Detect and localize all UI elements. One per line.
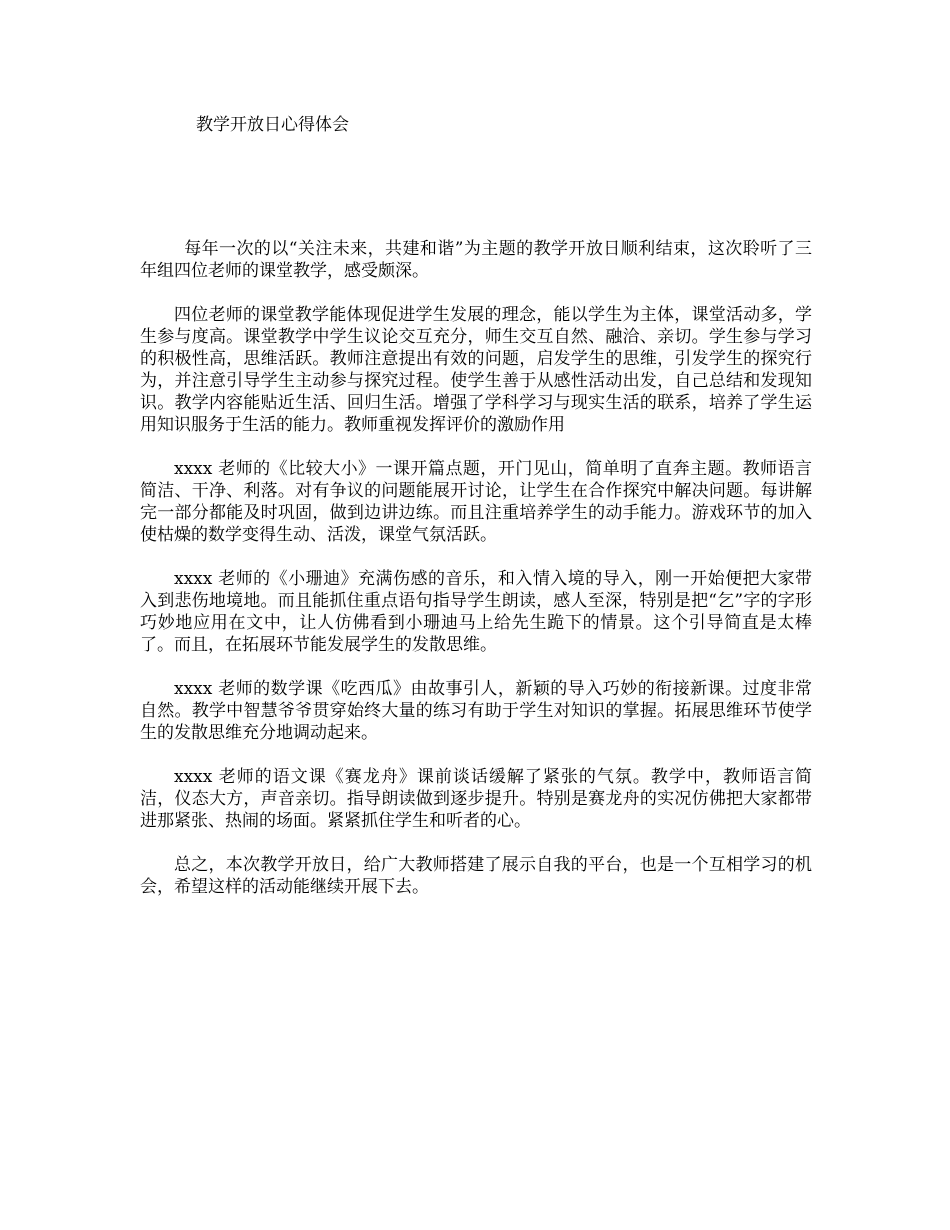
- paragraph-intro: 每年一次的以“关注未来，共建和谐”为主题的教学开放日顺利结束，这次聆听了三年组四位老师的课堂教学，感受颇深。: [140, 239, 812, 281]
- document-title: 教学开放日心得体会: [196, 115, 349, 135]
- document-body: [140, 238, 812, 920]
- paragraph-lesson-little-sandy: xxxx 老师的《小珊迪》充满伤感的音乐，和入情入境的导入，刚一开始便把大家带入到悲伤地境地。而且能抓住重点语句指导学生朗读，感人至深，特别是把“乞”字的字形巧妙地应用在文中，让人仿佛看到小珊迪马上给先生跪下的情景。这个引导简直是太棒了。而且，在拓展环节能发展学生的发散思维。: [140, 569, 812, 655]
- paragraph-lesson-dragon-boat: xxxx 老师的语文课《赛龙舟》课前谈话缓解了紧张的气氛。教学中，教师语言简洁，仪态大方，声音亲切。指导朗读做到逐步提升。特别是赛龙舟的实况仿佛把大家都带进那紧张、热闹的场面。紧紧抓住学生和听者的心。: [140, 767, 812, 831]
- paragraph-conclusion: 总之，本次教学开放日，给广大教师搭建了展示自我的平台，也是一个互相学习的机会，希望这样的活动能继续开展下去。: [140, 855, 812, 897]
- paragraph-lesson-eating-watermelon: xxxx 老师的数学课《吃西瓜》由故事引人，新颖的导入巧妙的衔接新课。过度非常自然。教学中智慧爷爷贯穿始终大量的练习有助于学生对知识的掌握。拓展思维环节使学生的发散思维充分地调动起来。: [140, 679, 812, 743]
- paragraph-lesson-compare-size: xxxx 老师的《比较大小》一课开篇点题，开门见山，简单明了直奔主题。教师语言简洁、干净、利落。对有争议的问题能展开讨论，让学生在合作探究中解决问题。每讲解完一部分都能及时巩固，做到边讲边练。而且注重培养学生的动手能力。游戏环节的加入使枯燥的数学变得生动、活泼，课堂气氛活跃。: [140, 459, 812, 545]
- paragraph-overview: 四位老师的课堂教学能体现促进学生发展的理念，能以学生为主体，课堂活动多，学生参与度高。课堂教学中学生议论交互充分，师生交互自然、融洽、亲切。学生参与学习的积极性高，思维活跃。教师注意提出有效的问题，启发学生的思维，引发学生的探究行为，并注意引导学生主动参与探究过程。使学生善于从感性活动出发，自己总结和发现知识。教学内容能贴近生活、回归生活。增强了学科学习与现实生活的联系，培养了学生运用知识服务于生活的能力。教师重视发挥评价的激励作用: [140, 305, 812, 435]
